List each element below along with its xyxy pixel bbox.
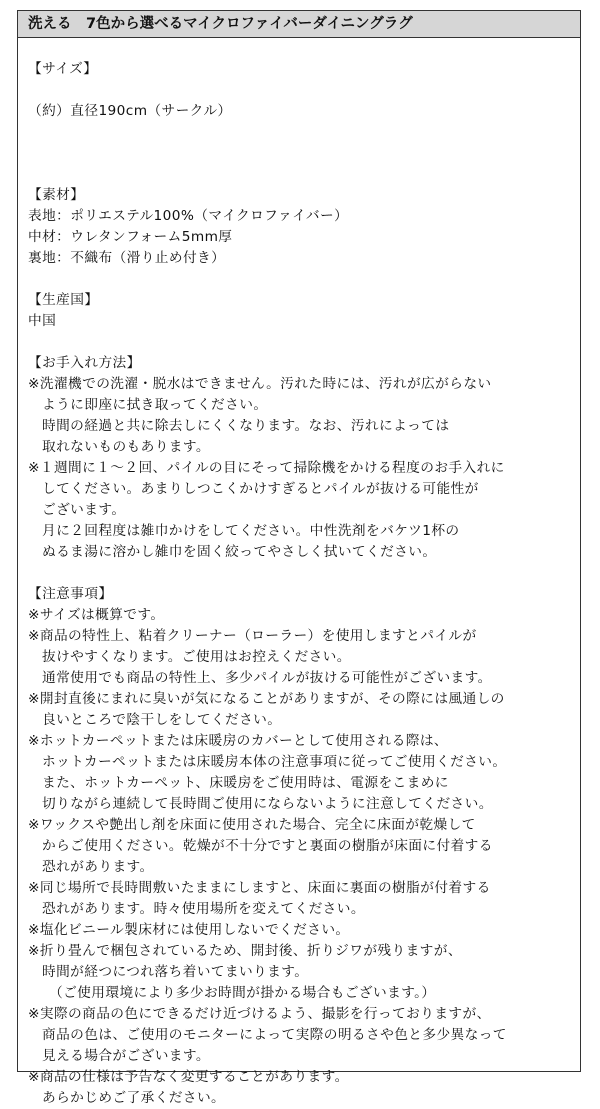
notes-line: 時間が経つにつれ落ち着いてまいります。 — [42, 964, 309, 980]
spec-content — [18, 38, 580, 1109]
care-line: ※１週間に１～２回、パイルの目にそって掃除機をかける程度のお手入れに — [28, 460, 505, 476]
notes-line: 見える場合がございます。 — [42, 1048, 210, 1064]
notes-line: 恐れがあります。時々使用場所を変えてください。 — [42, 901, 365, 917]
care-line: ございます。 — [42, 502, 126, 518]
notes-heading: 【注意事項】 — [28, 586, 113, 602]
notes-line: 良いところで陰干しをしてください。 — [42, 712, 282, 728]
notes-line: ※ホットカーペットまたは床暖房のカバーとして使用される際は、 — [28, 733, 448, 749]
notes-line: ※ワックスや艶出し剤を床面に使用された場合、完全に床面が乾燥して — [28, 817, 476, 833]
notes-line: （ご使用環境により多少お時間が掛かる場合もございます。） — [49, 985, 436, 1001]
notes-line: ※同じ場所で長時間敷いたままにしますと、床面に裏面の樹脂が付着する — [28, 880, 491, 896]
care-line: 時間の経過と共に除去しにくくなります。なお、汚れによっては — [42, 418, 450, 434]
notes-line: 商品の色は、ご使用のモニターによって実際の明るさや色と多少異なって — [42, 1027, 507, 1043]
notes-line: 切りながら連続して長時間ご使用にならないように注意してください。 — [42, 796, 493, 812]
spec-panel — [17, 10, 581, 1106]
care-heading: 【お手入れ方法】 — [28, 355, 141, 371]
material-backing: 裏地：不織布（滑り止め付き） — [28, 250, 226, 266]
care-line: ※洗濯機での洗濯・脱水はできません。汚れた時には、汚れが広がらない — [28, 376, 492, 392]
size-value: （約）直径190cm（サークル） — [28, 103, 232, 119]
notes-line: 通常使用でも商品の特性上、多少パイルが抜ける可能性がございます。 — [42, 670, 492, 686]
care-line: 取れないものもあります。 — [42, 439, 210, 455]
material-filling: 中材：ウレタンフォーム5mm厚 — [28, 229, 233, 245]
care-line: ぬるま湯に溶かし雑巾を固く絞ってやさしく拭いてください。 — [42, 544, 437, 560]
notes-line: からご使用ください。乾燥が不十分ですと裏面の樹脂が床面に付着する — [42, 838, 493, 854]
notes-line: ※折り畳んで梱包されているため、開封後、折りジワが残りますが、 — [28, 943, 462, 959]
notes-line: ※サイズは概算です。 — [28, 607, 165, 623]
notes-line: 恐れがあります。 — [42, 859, 154, 875]
notes-line: ホットカーペットまたは床暖房本体の注意事項に従ってご使用ください。 — [42, 754, 507, 770]
notes-line: ※商品の特性上、粘着クリーナー（ローラー）を使用しますとパイルが — [28, 628, 477, 644]
notes-line: ※塩化ビニール製床材には使用しないでください。 — [28, 922, 350, 938]
size-heading: 【サイズ】 — [28, 61, 98, 77]
material-heading: 【素材】 — [28, 187, 85, 203]
notes-line: ※開封直後にまれに臭いが気になることがありますが、その際には風通しの — [28, 691, 505, 707]
care-line: ように即座に拭き取ってください。 — [42, 397, 268, 413]
origin-value: 中国 — [28, 313, 57, 329]
notes-line: 抜けやすくなります。ご使用はお控えください。 — [42, 649, 351, 665]
care-line: 月に２回程度は雑巾かけをしてください。中性洗剤をバケツ1杯の — [42, 523, 460, 539]
notes-line: あらかじめご了承ください。 — [42, 1090, 226, 1106]
material-surface: 表地：ポリエステル100%（マイクロファイバー） — [28, 208, 349, 224]
origin-heading: 【生産国】 — [28, 292, 99, 308]
notes-line: また、ホットカーペット、床暖房をご使用時は、電源をこまめに — [42, 775, 449, 791]
product-title: 洗える 7色から選べるマイクロファイバーダイニングラグ — [18, 11, 580, 38]
notes-line: ※商品の仕様は予告なく変更することがあります。 — [28, 1069, 349, 1085]
care-line: してください。あまりしつこくかけすぎるとパイルが抜ける可能性が — [42, 481, 479, 497]
notes-line: ※実際の商品の色にできるだけ近づけるよう、撮影を行っておりますが、 — [28, 1006, 491, 1022]
